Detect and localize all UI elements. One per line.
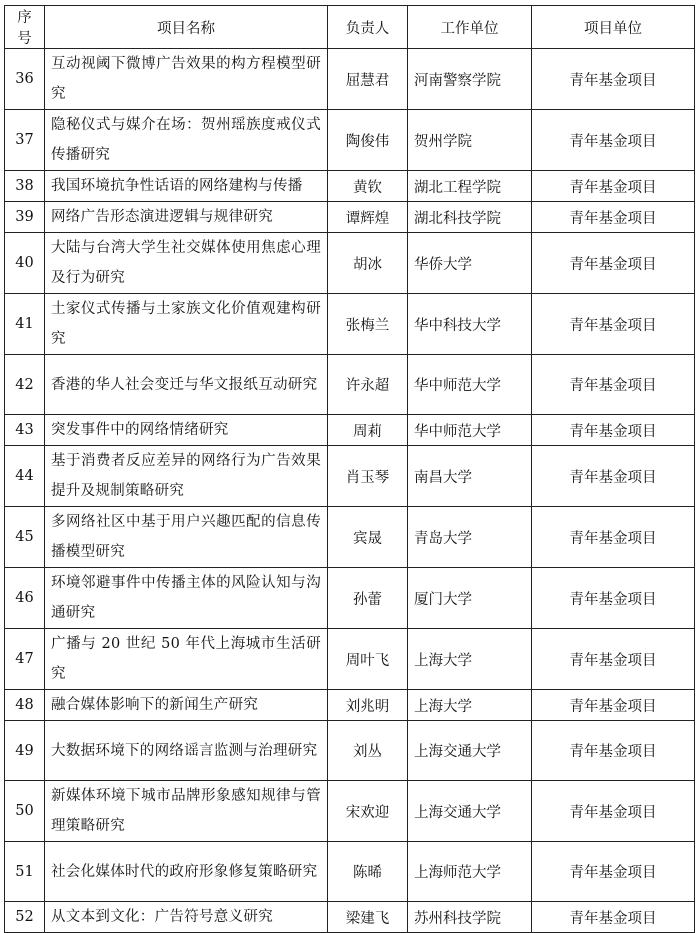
cell-project-type: 青年基金项目 [532,842,695,902]
cell-leader: 宾晟 [328,507,408,568]
table-row [5,781,695,842]
cell-leader: 刘丛 [328,721,408,781]
cell-project-name: 大陆与台湾大学生社交媒体使用焦虑心理及行为研究 [45,233,328,294]
cell-no: 44 [5,446,45,507]
table-row [5,568,695,629]
header-project-name: 项目名称 [45,6,328,49]
cell-no: 41 [5,294,45,355]
cell-project-type: 青年基金项目 [532,415,695,446]
cell-work-unit: 上海师范大学 [408,842,532,902]
table-row [5,202,695,233]
cell-work-unit: 河南警察学院 [408,49,532,110]
cell-work-unit: 厦门大学 [408,568,532,629]
cell-project-type: 青年基金项目 [532,294,695,355]
cell-project-name: 互动视阈下微博广告效果的构方程模型研究 [45,49,328,110]
table-row [5,171,695,202]
header-project-type: 项目单位 [532,6,695,49]
cell-work-unit: 华中科技大学 [408,294,532,355]
cell-project-name: 从文本到文化：广告符号意义研究 [45,902,328,933]
header-no: 序号 [5,6,45,49]
project-table-container [4,5,695,933]
table-row [5,355,695,415]
cell-project-name: 环境邻避事件中传播主体的风险认知与沟通研究 [45,568,328,629]
cell-project-type: 青年基金项目 [532,355,695,415]
cell-leader: 陶俊伟 [328,110,408,171]
cell-leader: 孙蕾 [328,568,408,629]
cell-project-name: 香港的华人社会变迁与华文报纸互动研究 [45,355,328,415]
cell-project-name: 隐秘仪式与媒介在场：贺州瑶族度戒仪式传播研究 [45,110,328,171]
cell-project-name: 网络广告形态演进逻辑与规律研究 [45,202,328,233]
cell-project-type: 青年基金项目 [532,49,695,110]
cell-project-name: 广播与 20 世纪 50 年代上海城市生活研究 [45,629,328,690]
cell-leader: 宋欢迎 [328,781,408,842]
cell-leader: 张梅兰 [328,294,408,355]
cell-project-name: 突发事件中的网络情绪研究 [45,415,328,446]
cell-project-name: 融合媒体影响下的新闻生产研究 [45,690,328,721]
cell-leader: 许永超 [328,355,408,415]
table-row [5,690,695,721]
cell-work-unit: 南昌大学 [408,446,532,507]
table-row [5,49,695,110]
cell-project-type: 青年基金项目 [532,902,695,933]
cell-project-type: 青年基金项目 [532,202,695,233]
table-row [5,629,695,690]
cell-work-unit: 华侨大学 [408,233,532,294]
header-work-unit: 工作单位 [408,6,532,49]
table-row [5,721,695,781]
cell-no: 43 [5,415,45,446]
cell-work-unit: 上海交通大学 [408,721,532,781]
cell-project-type: 青年基金项目 [532,690,695,721]
cell-project-name: 新媒体环境下城市品牌形象感知规律与管理策略研究 [45,781,328,842]
cell-project-name: 基于消费者反应差异的网络行为广告效果提升及规制策略研究 [45,446,328,507]
cell-project-type: 青年基金项目 [532,507,695,568]
cell-leader: 刘兆明 [328,690,408,721]
table-row [5,842,695,902]
cell-no: 37 [5,110,45,171]
cell-project-name: 大数据环境下的网络谣言监测与治理研究 [45,721,328,781]
cell-work-unit: 贺州学院 [408,110,532,171]
cell-no: 50 [5,781,45,842]
table-row [5,507,695,568]
cell-leader: 屈慧君 [328,49,408,110]
cell-project-name: 社会化媒体时代的政府形象修复策略研究 [45,842,328,902]
cell-work-unit: 上海大学 [408,629,532,690]
cell-no: 52 [5,902,45,933]
cell-leader: 肖玉琴 [328,446,408,507]
cell-leader: 谭辉煌 [328,202,408,233]
table-row [5,902,695,933]
cell-project-type: 青年基金项目 [532,171,695,202]
cell-work-unit: 上海交通大学 [408,781,532,842]
cell-work-unit: 湖北科技学院 [408,202,532,233]
cell-no: 51 [5,842,45,902]
cell-leader: 胡冰 [328,233,408,294]
cell-no: 46 [5,568,45,629]
cell-project-type: 青年基金项目 [532,233,695,294]
cell-project-name: 我国环境抗争性话语的网络建构与传播 [45,171,328,202]
cell-project-type: 青年基金项目 [532,446,695,507]
table-row [5,110,695,171]
cell-no: 40 [5,233,45,294]
table-row [5,233,695,294]
cell-work-unit: 上海大学 [408,690,532,721]
cell-project-name: 多网络社区中基于用户兴趣匹配的信息传播模型研究 [45,507,328,568]
cell-project-name: 土家仪式传播与土家族文化价值观建构研究 [45,294,328,355]
table-row [5,446,695,507]
table-row [5,294,695,355]
cell-no: 49 [5,721,45,781]
cell-no: 38 [5,171,45,202]
cell-project-type: 青年基金项目 [532,110,695,171]
cell-work-unit: 青岛大学 [408,507,532,568]
cell-no: 42 [5,355,45,415]
cell-leader: 周叶飞 [328,629,408,690]
cell-no: 47 [5,629,45,690]
cell-leader: 黄钦 [328,171,408,202]
cell-work-unit: 华中师范大学 [408,355,532,415]
cell-work-unit: 华中师范大学 [408,415,532,446]
table-row [5,415,695,446]
cell-work-unit: 苏州科技学院 [408,902,532,933]
header-leader: 负责人 [328,6,408,49]
cell-leader: 陈晞 [328,842,408,902]
cell-no: 48 [5,690,45,721]
cell-project-type: 青年基金项目 [532,568,695,629]
cell-no: 45 [5,507,45,568]
cell-leader: 周莉 [328,415,408,446]
cell-leader: 梁建飞 [328,902,408,933]
table-header-row [5,6,695,49]
cell-no: 36 [5,49,45,110]
project-table [4,5,695,933]
cell-work-unit: 湖北工程学院 [408,171,532,202]
cell-project-type: 青年基金项目 [532,781,695,842]
cell-project-type: 青年基金项目 [532,629,695,690]
cell-no: 39 [5,202,45,233]
cell-project-type: 青年基金项目 [532,721,695,781]
